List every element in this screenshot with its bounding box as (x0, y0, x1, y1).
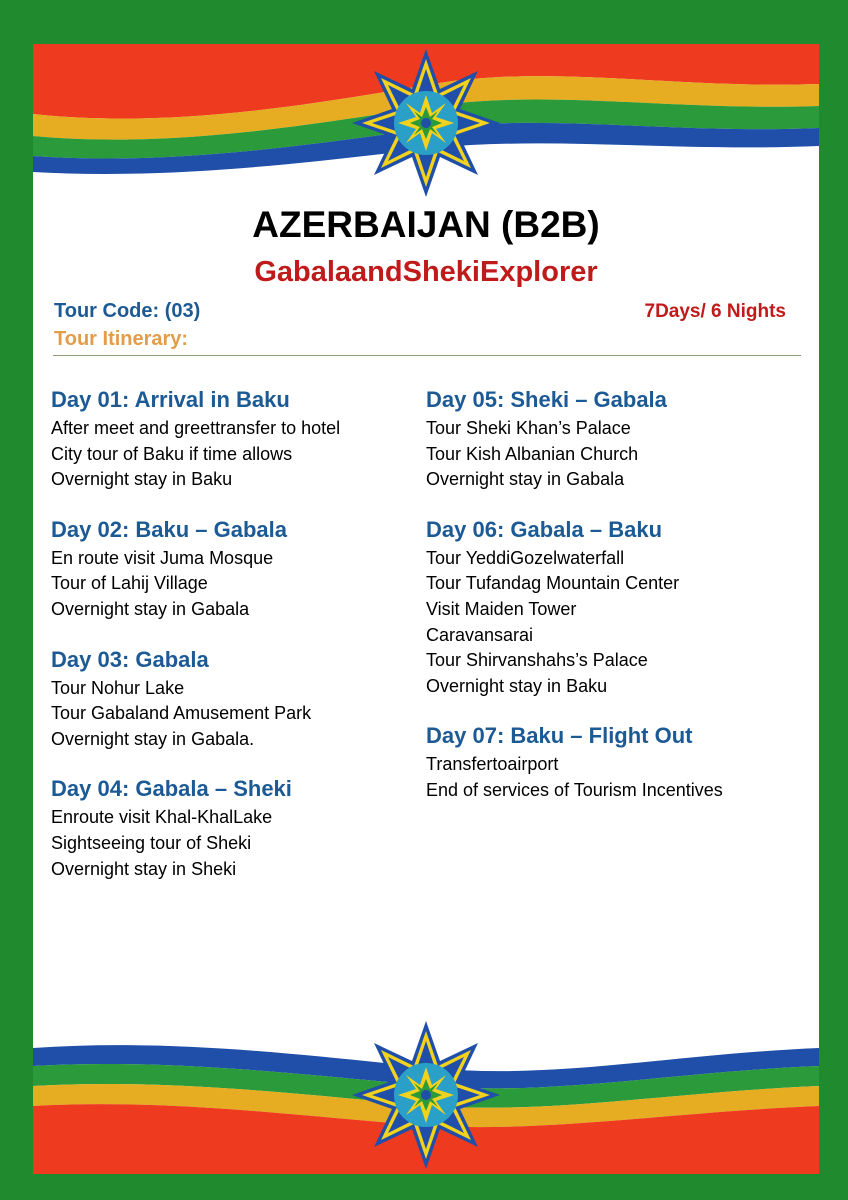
day-04 (51, 773, 411, 882)
day-activity: After meet and greettransfer to hotel (51, 418, 341, 438)
day-05 (426, 384, 786, 493)
day-activity: Tour Kish Albanian Church (426, 443, 639, 464)
day-activity: Visit Maiden Tower (426, 598, 577, 619)
day-03 (51, 644, 411, 753)
day-activity: Transfertoairport (426, 754, 559, 775)
day-activity: Tour of Lahij Village (51, 573, 208, 594)
bottom-star-emblem-icon (351, 1020, 501, 1170)
day-title: Day 01: Arrival in Baku (51, 387, 290, 412)
day-title: Day 02: Baku – Gabala (51, 516, 288, 542)
day-activity: Tour Tufandag Mountain Center (426, 573, 680, 594)
day-title: Day 03: Gabala (51, 646, 209, 672)
day-02 (51, 514, 411, 623)
itinerary-right-column (426, 384, 786, 825)
day-activity: Overnight stay in Gabala (426, 469, 625, 490)
day-activity: Overnight stay in Baku (51, 469, 233, 490)
day-01 (51, 384, 411, 493)
page-title: AZERBAIJAN (B2B) (252, 204, 600, 245)
day-activity: Tour Nohur Lake (51, 677, 185, 698)
tour-duration: 7Days/ 6 Nights (644, 301, 786, 322)
day-activity: City tour of Baku if time allows (51, 443, 293, 464)
tour-code: Tour Code: (03) (54, 300, 201, 322)
day-activity: Enroute visit Khal-KhalLake (51, 807, 273, 828)
document-page (33, 44, 819, 1174)
day-activity: Overnight stay in Gabala (51, 598, 250, 619)
divider (53, 355, 801, 356)
day-title: Day 06: Gabala – Baku (426, 516, 663, 542)
day-title: Day 05: Sheki – Gabala (426, 387, 667, 412)
day-title: Day 04: Gabala – Sheki (51, 776, 292, 802)
day-activity: En route visit Juma Mosque (51, 547, 274, 568)
day-activity: Tour YeddiGozelwaterfall (426, 547, 625, 568)
day-activity: Tour Shirvanshahs’s Palace (426, 650, 648, 671)
day-activity: Caravansarai (426, 624, 534, 645)
day-06 (426, 514, 786, 700)
day-activity: Overnight stay in Baku (426, 675, 608, 696)
day-activity: End of services of Tourism Incentives (426, 779, 723, 800)
day-07 (426, 720, 786, 803)
itinerary-left-column (51, 384, 411, 903)
day-activity: Overnight stay in Gabala. (51, 728, 255, 749)
day-activity: Overnight stay in Sheki (51, 858, 237, 879)
day-title: Day 07: Baku – Flight Out (426, 723, 693, 749)
itinerary-label: Tour Itinerary: (54, 328, 189, 350)
top-star-emblem-icon (351, 48, 501, 198)
tour-name: GabalaandShekiExplorer (254, 256, 598, 288)
day-activity: Tour Sheki Khan’s Palace (426, 418, 631, 438)
day-activity: Tour Gabaland Amusement Park (51, 703, 312, 724)
day-activity: Sightseeing tour of Sheki (51, 832, 252, 853)
